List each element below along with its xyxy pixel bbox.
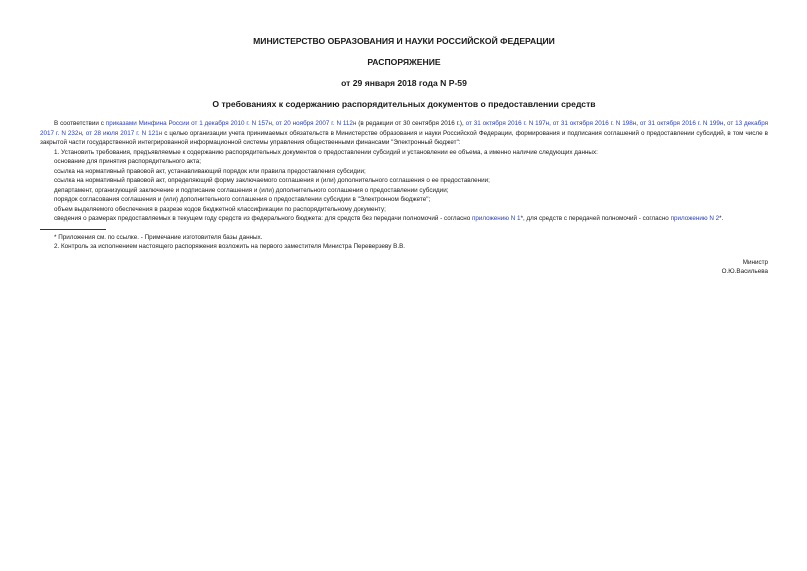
order-link-197n[interactable]: от 31 октября 2016 г. N 197н <box>465 120 550 127</box>
preamble-text: с целью организации учета принимаемых обязательств в Министерстве образования и науки Российской Федерации, формирования и подписания соглашений о предоставлении субсидий, в том числе в закрытой части государственной интегрированной информационной системы управления общественными финансами "Электронный бюджет": <box>40 129 768 146</box>
list-item: основание для принятия распорядительного акта; <box>54 158 201 165</box>
signature-block <box>40 258 768 277</box>
footnote: * Приложения см. по ссылке. - Примечание изготовителя базы данных. <box>54 233 263 241</box>
list-item: 1. Установить требования, предъявляемые к содержанию распорядительных документов о предоставлении субсидий и установлении ее объема, а именно наличие следующих данных: <box>54 148 598 156</box>
list-item: департамент, организующий заключение и подписание соглашения и (или) дополнительного соглашения о предоставлении субсидии; <box>54 186 449 194</box>
list-item: объем выделяемого обеспечения в разрезе кодов бюджетной классификации по распорядительному документу; <box>54 205 386 213</box>
preamble-text: (в редакции от 30 сентября 2016 г.), <box>356 120 466 127</box>
list-item: ссылка на нормативный правовой акт, устанавливающий порядок или правила предоставления субсидии; <box>54 167 366 175</box>
funding-text: *, для средств с передачей полномочий - согласно <box>520 215 671 222</box>
footnote-divider <box>40 229 106 230</box>
item-2-control: 2. Контроль за исполнением настоящего распоряжения возложить на первого заместителя Министра Переверзеву В.В. <box>54 243 406 250</box>
list-item: порядок согласования соглашения и (или) дополнительного соглашения о предоставлении субсидии в "Электронном бюджете"; <box>54 196 431 203</box>
preamble-paragraph <box>40 119 768 148</box>
document-title: О требованиях к содержанию распорядительных документов о предоставлении средств <box>212 99 596 109</box>
document-date-number: от 29 января 2018 года N Р-59 <box>341 78 467 88</box>
preamble-text: , <box>549 120 553 127</box>
ministry-name: МИНИСТЕРСТВО ОБРАЗОВАНИЯ И НАУКИ РОССИЙСКОЙ ФЕДЕРАЦИИ <box>253 36 555 46</box>
signatory-position: Министр <box>742 258 768 266</box>
funding-text: *. <box>719 215 724 222</box>
order-link-232n[interactable]: от 13 декабря 2017 г. N 232н <box>40 120 769 137</box>
document-body <box>40 119 768 252</box>
funding-text: сведения о размерах предоставляемых в текущем году средств из федерального бюджета: для средств без передачи полномочий - согласно <box>54 215 472 222</box>
order-link-157n[interactable]: приказами Минфина России от 1 декабря 2010 г. N 157н <box>105 120 273 127</box>
order-link-198n[interactable]: от 31 октября 2016 г. N 198н <box>552 120 637 127</box>
order-link-121n[interactable]: от 28 июля 2017 г. N 121н <box>85 129 163 137</box>
preamble-text: , <box>81 129 86 137</box>
document-type: РАСПОРЯЖЕНИЕ <box>367 57 441 67</box>
document-page <box>40 30 768 277</box>
signatory-name: О.Ю.Васильева <box>721 268 768 275</box>
preamble-text: , <box>723 120 727 127</box>
list-item: ссылка на нормативный правовой акт, определяющий форму заключаемого соглашения и (или) дополнительного соглашения о ее предоставлении; <box>54 177 490 184</box>
order-link-199n[interactable]: от 31 октября 2016 г. N 199н <box>639 120 724 127</box>
list-item-funding <box>40 214 768 224</box>
appendix-1-link[interactable]: приложению N 1 <box>471 215 521 222</box>
appendix-2-link[interactable]: приложению N 2 <box>670 215 720 222</box>
preamble-text: , <box>636 120 640 127</box>
preamble-text: , <box>272 120 276 127</box>
order-link-112n[interactable]: от 20 ноября 2007 г. N 112н <box>275 120 357 127</box>
preamble-text: В соответствии с <box>54 120 106 127</box>
